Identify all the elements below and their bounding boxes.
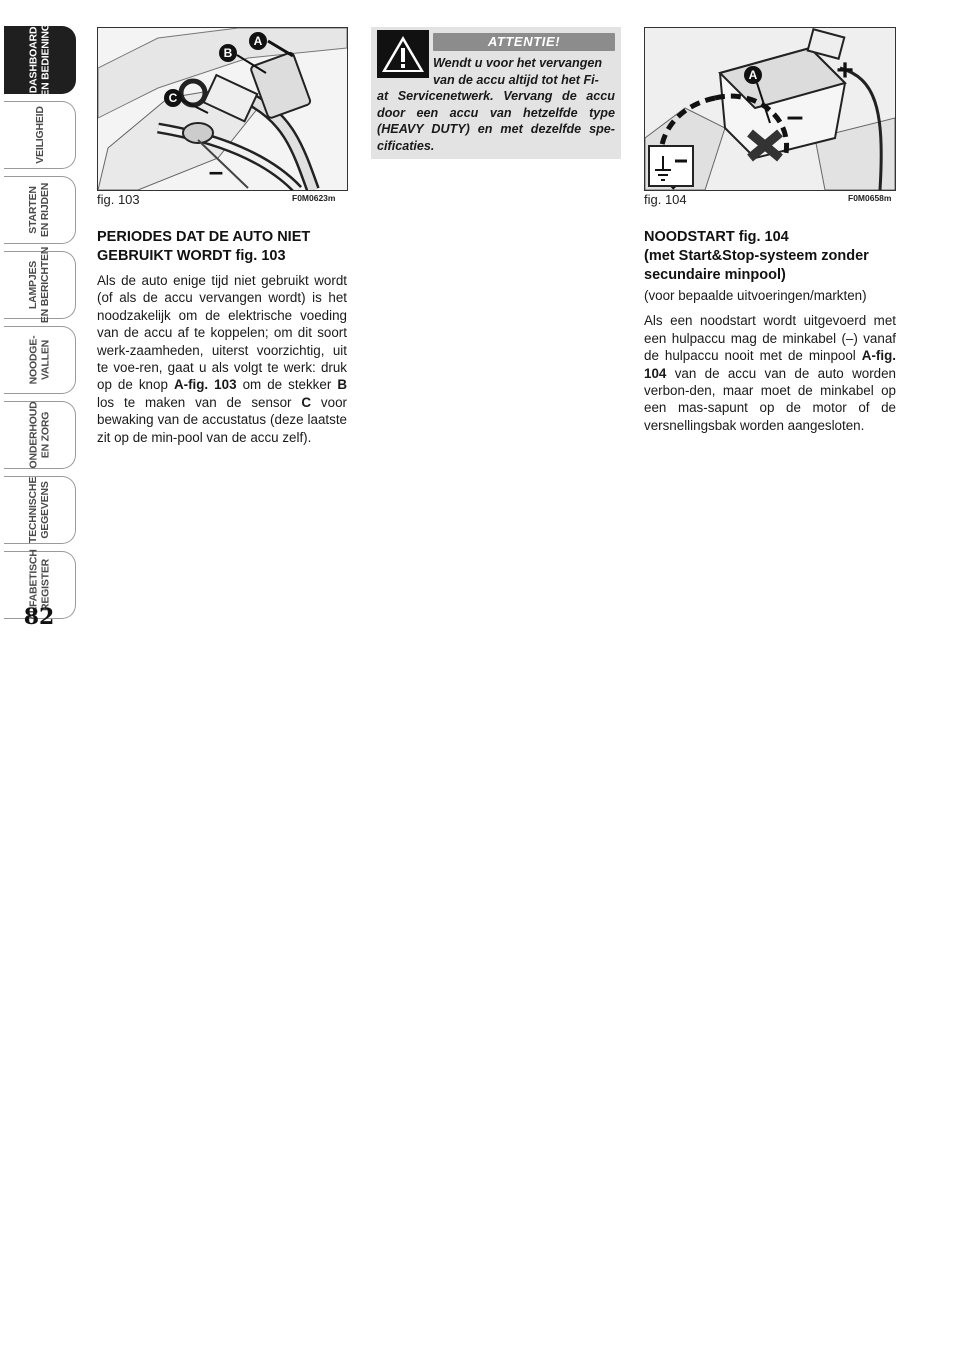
tab-label: NOODGE- VALLEN bbox=[27, 335, 52, 385]
battery-connector-illustration bbox=[98, 28, 347, 190]
section-body bbox=[644, 312, 896, 434]
warning-text-line1: Wendt u voor het vervangen bbox=[433, 56, 603, 70]
fig-104-code: F0M0658m bbox=[848, 193, 892, 203]
tab-starten-en-rijden[interactable] bbox=[4, 176, 76, 244]
warning-box bbox=[371, 27, 621, 159]
fig-104-caption: fig. 104 bbox=[644, 192, 687, 207]
heading-line: NOODSTART fig. 104 bbox=[644, 229, 789, 245]
tab-label: STARTEN EN RIJDEN bbox=[27, 182, 52, 238]
tab-dashboard-en-bediening[interactable] bbox=[4, 23, 76, 97]
tab-label: ONDERHOUD EN ZORG bbox=[27, 401, 52, 469]
tab-lampjes-en-berichten[interactable] bbox=[4, 246, 76, 324]
page-number: 82 bbox=[23, 604, 55, 630]
body-text-part: Als de auto enige tijd niet gebruikt wordt (of als de accu vervangen wordt) is het noodzakelijk om de elektrische voeding van de accu af te koppelen; om dit soort werk-zaamheden, uiterst voorzichtig, uit te voe-ren, gaat u als volgt te werk: druk op de knop bbox=[97, 273, 347, 393]
label-c: C bbox=[168, 91, 178, 105]
figure-reference: A-fig. 104 bbox=[644, 348, 896, 381]
body-text-part: voor bewaking van de accustatus (deze laatste zit op de min-pool van de accu zelf). bbox=[97, 394, 347, 445]
section-body bbox=[97, 272, 347, 446]
section-periodes bbox=[97, 228, 347, 446]
body-text-part: los te maken van de sensor bbox=[97, 394, 302, 410]
fig-103-code: F0M0623m bbox=[292, 193, 336, 203]
warning-text-rest: at Servicenetwerk. Vervang de accu door een accu van hetzelfde type (HEAVY DUTY) en met dezelfde spe-cificaties. bbox=[377, 89, 615, 153]
section-heading: PERIODES DAT DE AUTO NIET GEBRUIKT WORDT fig. 103 bbox=[97, 229, 311, 264]
warning-banner: ATTENTIE! bbox=[433, 33, 615, 51]
fig-103-caption: fig. 103 bbox=[97, 192, 140, 207]
section-noodstart bbox=[644, 228, 896, 434]
part-reference: C bbox=[301, 394, 312, 410]
label-minus: – bbox=[786, 100, 804, 133]
body-text-part: om de stekker bbox=[236, 377, 338, 393]
section-subheading: (voor bepaalde uitvoeringen/markten) bbox=[644, 288, 867, 303]
label-plus: + bbox=[836, 54, 854, 87]
tab-onderhoud-en-zorg[interactable] bbox=[4, 401, 76, 469]
tab-label: DASHBOARD EN BEDIENING bbox=[27, 23, 52, 97]
tab-technische-gegevens[interactable] bbox=[4, 476, 76, 544]
part-reference: B bbox=[337, 377, 347, 393]
body-text-part: van de accu van de auto worden verbon-den, maar moet de minkabel op een mas-sapunt op de motor of de versnellingsbak worden aangesloten. bbox=[644, 365, 896, 433]
warning-text bbox=[377, 55, 615, 155]
heading-line: (met Start&Stop-systeem zonder secundaire minpool) bbox=[644, 248, 869, 283]
tab-veiligheid[interactable] bbox=[4, 101, 76, 169]
label-b: B bbox=[223, 46, 233, 60]
figure-103-illustration bbox=[97, 27, 348, 191]
figure-reference: A-fig. 103 bbox=[173, 377, 237, 393]
warning-text-line2: van de accu altijd tot het Fi- bbox=[433, 72, 599, 87]
label-a: A bbox=[253, 34, 263, 48]
tab-label: VEILIGHEID bbox=[33, 106, 46, 164]
tab-label: TECHNISCHE GEGEVENS bbox=[27, 476, 52, 544]
label-minus: – bbox=[208, 156, 224, 186]
label-a: A bbox=[748, 68, 758, 82]
engine-battery-illustration bbox=[645, 28, 895, 190]
section-heading bbox=[644, 228, 896, 285]
body-text-part: Als een noodstart wordt uitgevoerd met een hulpaccu mag de minkabel (–) vanaf de hulpaccu nooit met de minpool bbox=[644, 313, 896, 364]
tab-label: LAMPJES EN BERICHTEN bbox=[27, 246, 52, 324]
figure-104-illustration bbox=[644, 27, 896, 191]
tab-label: ALFABETISCH REGISTER bbox=[27, 549, 52, 621]
tab-noodgevallen[interactable] bbox=[4, 326, 76, 394]
